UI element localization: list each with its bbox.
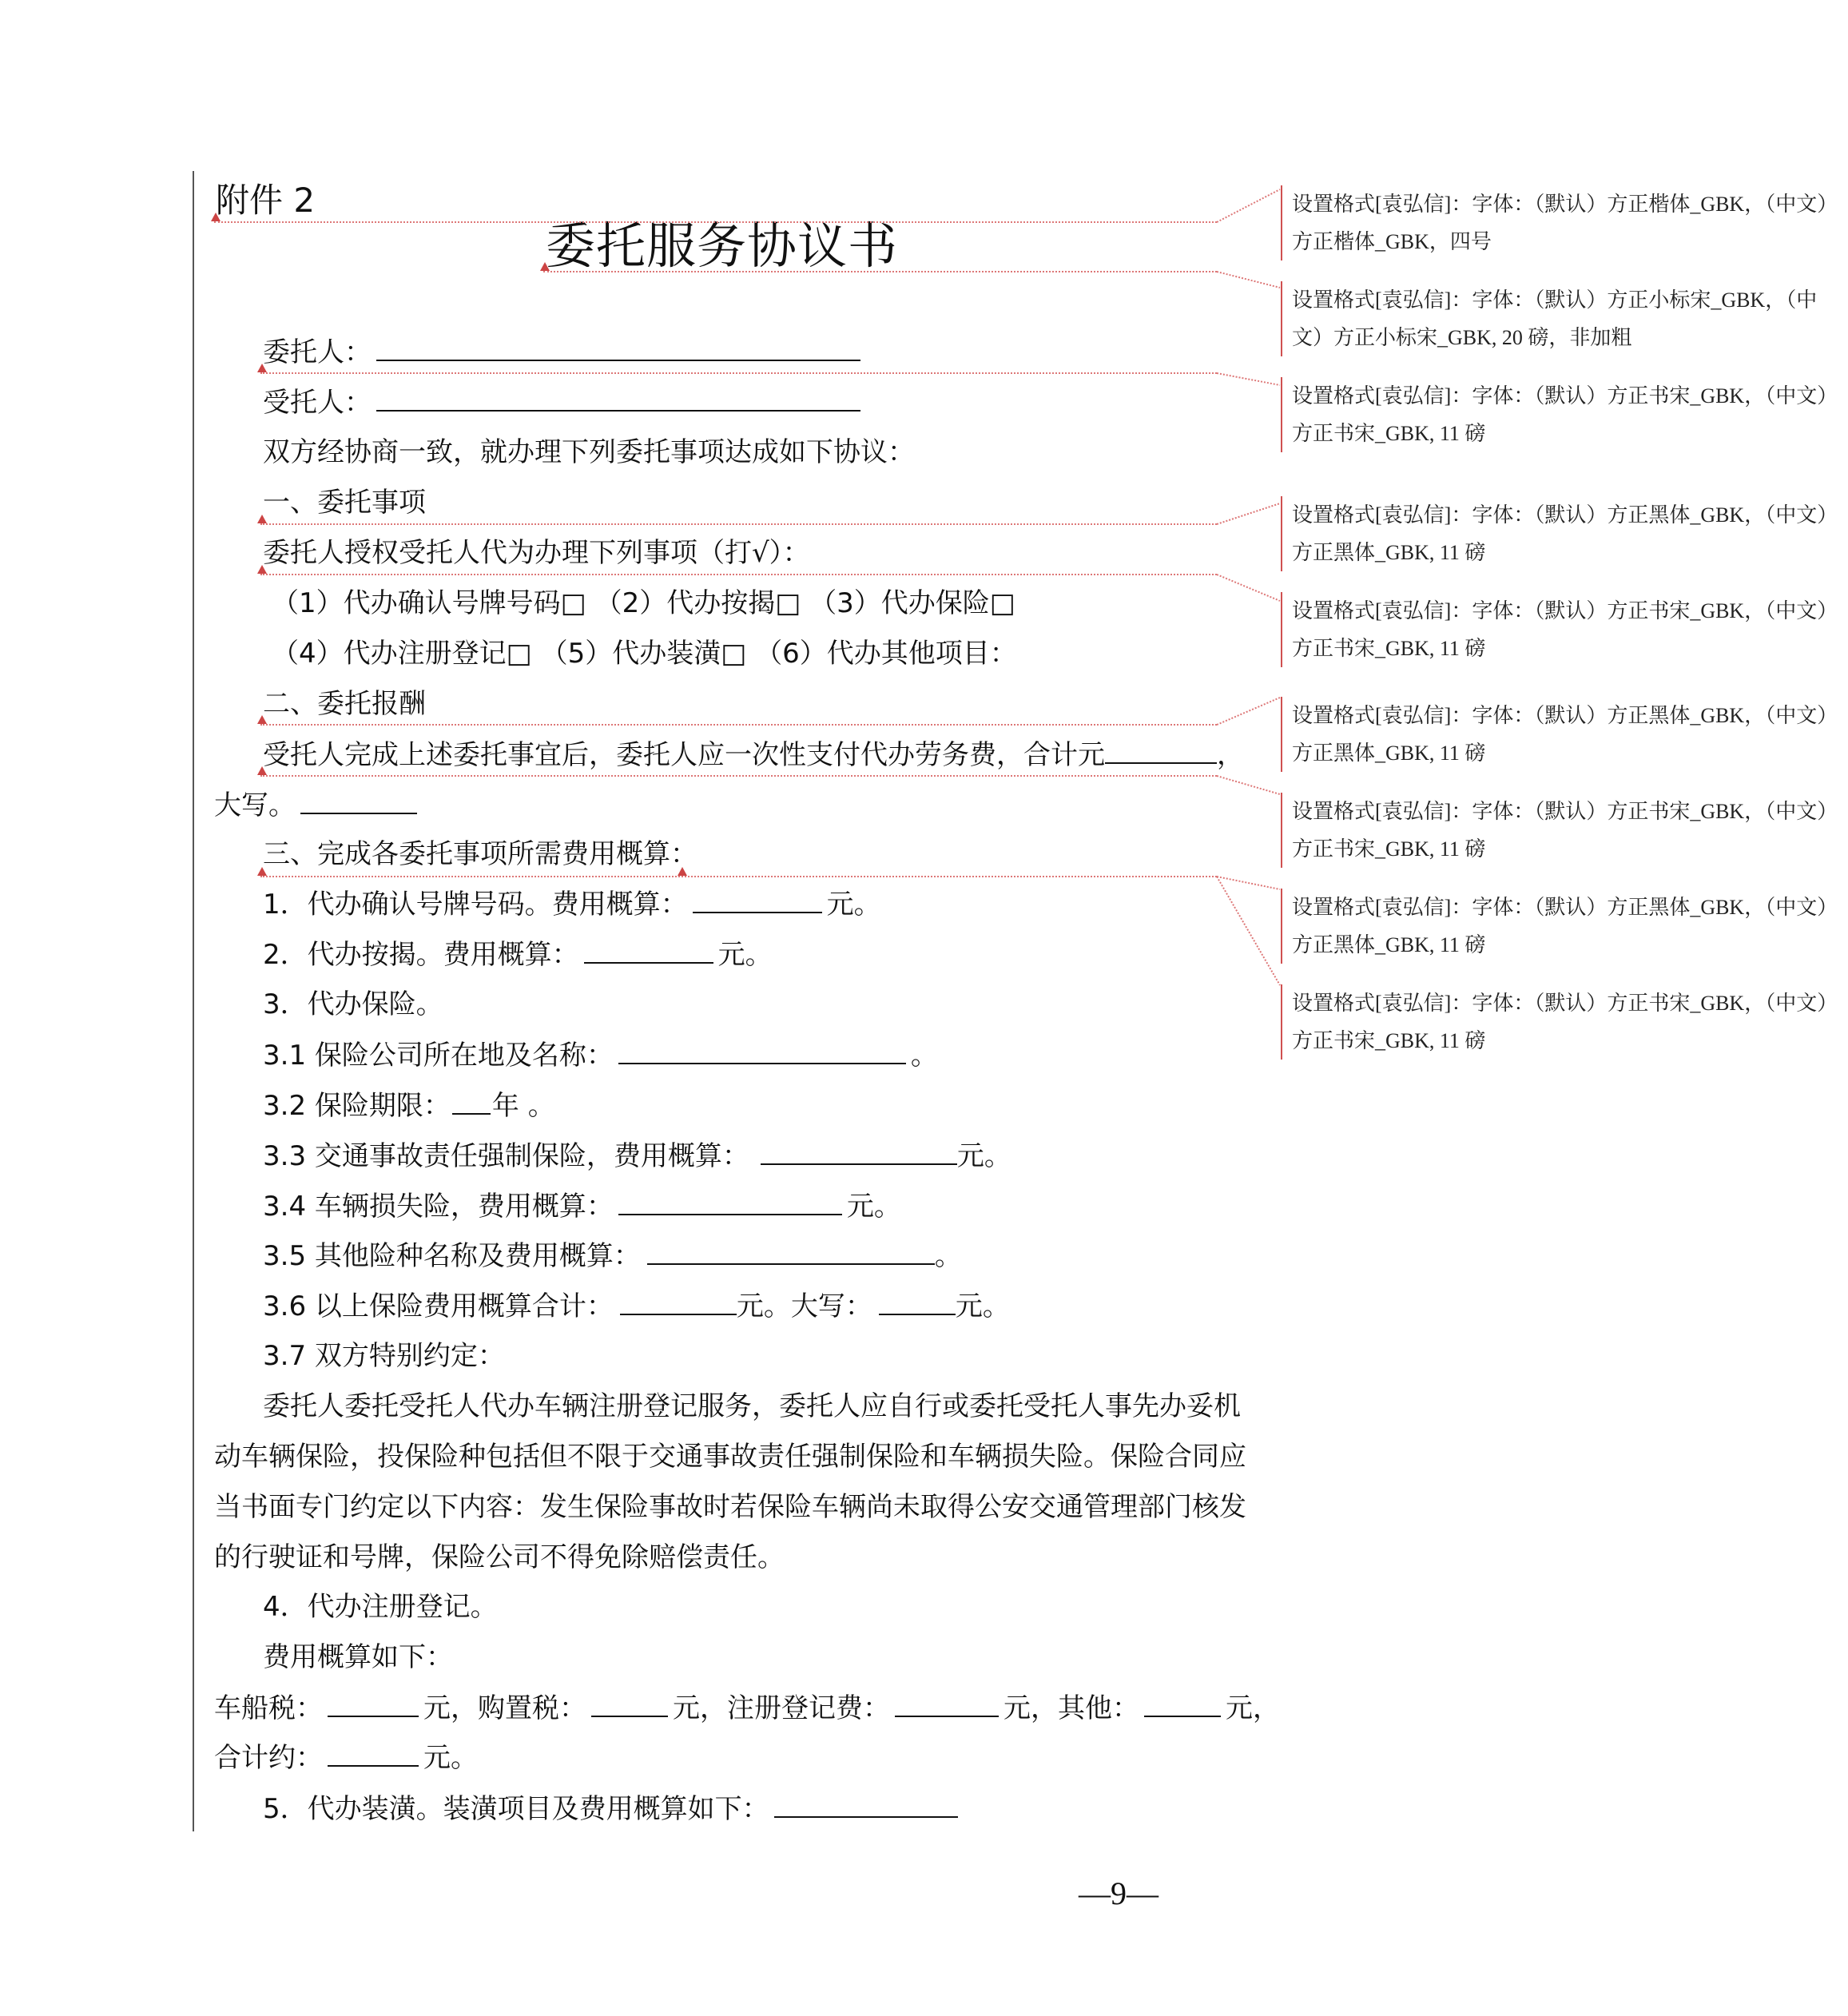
connector-2 [1217, 272, 1280, 288]
item3-6 [263, 1290, 1010, 1322]
comment-text: 设置格式[袁弘信]：字体：（默认）方正黑体_GBK，（中文） [1292, 704, 1838, 727]
intro-text: 双方经协商一致，就办理下列委托事项达成如下协议： [263, 436, 915, 468]
item3-6-unit: 元。大写： [736, 1290, 872, 1322]
comment-balloon[interactable] [1281, 793, 1848, 868]
comment-balloon[interactable] [1281, 592, 1848, 667]
item3-2-input[interactable] [452, 1089, 491, 1115]
item4-sub: 费用概算如下： [263, 1641, 453, 1673]
principal-field [263, 336, 865, 368]
comment-text: 设置格式[袁弘信]：字体：（默认）方正小标宋_GBK，（中 [1292, 288, 1818, 312]
item3-2-label: 3.2 保险期限： [263, 1090, 451, 1122]
special-para-line-4: 的行驶证和号牌，保险公司不得免除赔偿责任。 [214, 1541, 785, 1573]
connector-4 [1217, 503, 1280, 524]
revision-marker [678, 867, 687, 876]
item3-5-input[interactable] [647, 1239, 935, 1265]
total-label: 合计约： [214, 1742, 323, 1774]
option-5[interactable]: （5）代办装潢□ [540, 638, 747, 670]
revision-marker [257, 565, 267, 574]
item3-4-input[interactable] [618, 1190, 842, 1215]
item2-input[interactable] [584, 938, 713, 964]
revision-line-7 [260, 775, 1217, 777]
attachment-label: 附件 2 [216, 181, 316, 220]
principal-label: 委托人： [263, 336, 372, 368]
item3-4-label: 3.4 车辆损失险，费用概算： [263, 1191, 614, 1223]
comment-text: 方正黑体_GBK, 11 磅 [1292, 541, 1486, 564]
comment-text: 方正黑体_GBK, 11 磅 [1292, 933, 1486, 956]
item2-unit: 元。 [717, 939, 773, 971]
revision-marker [257, 364, 267, 372]
item3-7: 3.7 双方特别约定： [263, 1340, 505, 1372]
other-fee-unit: 元， [1226, 1692, 1280, 1724]
section2-heading: 二、委托报酬 [263, 688, 426, 720]
item3-1-end: 。 [910, 1040, 938, 1072]
comment-text: 方正书宋_GBK, 11 磅 [1292, 422, 1486, 445]
item3-2 [263, 1089, 555, 1121]
capital-label: 大写。 [214, 789, 296, 821]
comment-text: 设置格式[袁弘信]：字体：（默认）方正书宋_GBK，（中文） [1292, 992, 1838, 1015]
other-fee-input[interactable] [1144, 1692, 1221, 1717]
connector-6 [1217, 698, 1280, 725]
item3-5 [263, 1239, 962, 1271]
item3: 3．代办保险。 [263, 988, 443, 1020]
connector-5 [1217, 575, 1280, 601]
section3-heading: 三、完成各委托事项所需费用概算： [263, 838, 697, 870]
special-para-line-3: 当书面专门约定以下内容：发生保险事故时若保险车辆尚未取得公安交通管理部门核发 [214, 1491, 1246, 1523]
option-2[interactable]: （2）代办按揭□ [594, 587, 801, 619]
comment-balloon[interactable] [1281, 185, 1848, 260]
item3-5-end: 。 [934, 1240, 962, 1272]
total-row [214, 1741, 478, 1773]
option-6[interactable]: （6）代办其他项目： [755, 638, 1017, 670]
revision-marker [257, 715, 267, 724]
comment-text: 设置格式[袁弘信]：字体：（默认）方正书宋_GBK，（中文） [1292, 800, 1838, 823]
item4: 4．代办注册登记。 [263, 1591, 498, 1623]
registration-fee-label: 元，注册登记费： [673, 1692, 890, 1724]
item3-3-label: 3.3 交通事故责任强制保险，费用概算： [263, 1140, 749, 1172]
item3-3-unit: 元。 [956, 1140, 1011, 1172]
purchase-tax-label: 元，购置税： [423, 1692, 586, 1724]
item3-3-input[interactable] [761, 1139, 957, 1165]
item3-4-unit: 元。 [846, 1191, 901, 1223]
fee-input[interactable] [1105, 738, 1217, 764]
comment-text: 设置格式[袁弘信]：字体：（默认）方正楷体_GBK，（中文） [1292, 193, 1838, 216]
comment-balloon[interactable] [1281, 889, 1848, 964]
vehicle-tax-input[interactable] [328, 1692, 419, 1717]
item3-2-unit: 年 。 [491, 1090, 555, 1122]
item1-unit: 元。 [826, 889, 881, 921]
revision-line-6 [260, 724, 1217, 726]
comment-balloon[interactable] [1281, 496, 1848, 571]
revision-line-4 [260, 523, 1217, 525]
comment-text: 方正书宋_GBK, 11 磅 [1292, 637, 1486, 660]
item3-6-capital-input[interactable] [879, 1290, 956, 1315]
principal-input[interactable] [376, 336, 860, 361]
fees-row [214, 1692, 1280, 1724]
item5-input[interactable] [774, 1792, 958, 1818]
comment-text: 方正书宋_GBK, 11 磅 [1292, 837, 1486, 861]
item3-1-label: 3.1 保险公司所在地及名称： [263, 1040, 614, 1072]
item1 [263, 888, 881, 920]
item3-6-label: 3.6 以上保险费用概算合计： [263, 1290, 614, 1322]
option-3[interactable]: （3）代办保险□ [809, 587, 1015, 619]
section2-text [263, 738, 1244, 770]
vehicle-tax-label: 车船税： [214, 1692, 323, 1724]
special-para-line-2: 动车辆保险，投保险种包括但不限于交通事故责任强制保险和车辆损失险。保险合同应 [214, 1441, 1246, 1473]
purchase-tax-input[interactable] [591, 1692, 668, 1717]
revision-marker [257, 515, 267, 523]
comment-text: 设置格式[袁弘信]：字体：（默认）方正黑体_GBK，（中文） [1292, 896, 1838, 919]
agent-label: 受托人： [263, 387, 372, 419]
comment-text: 设置格式[袁弘信]：字体：（默认）方正书宋_GBK，（中文） [1292, 599, 1838, 622]
comment-text: 方正黑体_GBK, 11 磅 [1292, 742, 1486, 765]
registration-fee-input[interactable] [895, 1692, 999, 1717]
document-title: 委托服务协议书 [546, 217, 899, 275]
revision-marker [211, 213, 221, 221]
comment-text: 方正楷体_GBK，四号 [1292, 230, 1492, 253]
connector-9 [1217, 877, 1280, 985]
revision-marker [257, 867, 267, 876]
connector-7 [1217, 776, 1280, 794]
item3-1 [263, 1039, 938, 1071]
options-row-2 [272, 638, 1017, 670]
other-fee-label: 元，其他： [1003, 1692, 1139, 1724]
revision-line-3 [260, 372, 1217, 374]
item2 [263, 938, 773, 970]
item3-6-unit2: 元。 [955, 1290, 1010, 1322]
item5 [263, 1792, 963, 1824]
option-1[interactable]: （1）代办确认号牌号码□ [272, 587, 586, 619]
agent-field [263, 386, 865, 418]
item1-input[interactable] [693, 888, 822, 913]
connector-8 [1217, 877, 1280, 889]
comment-balloon[interactable] [1281, 984, 1848, 1060]
option-4[interactable]: （4）代办注册登记□ [272, 638, 532, 670]
item3-5-label: 3.5 其他险种名称及费用概算： [263, 1240, 641, 1272]
comment-text: 设置格式[袁弘信]：字体：（默认）方正黑体_GBK，（中文） [1292, 503, 1838, 527]
revision-line-1 [214, 221, 1217, 223]
revision-line-2 [543, 271, 1217, 272]
comment-balloon[interactable] [1281, 377, 1848, 452]
fee-text-end: ， [1217, 739, 1244, 771]
item3-6-input[interactable] [620, 1290, 737, 1315]
revision-line-5 [260, 574, 1217, 575]
item5-label: 5．代办装潢。装潢项目及费用概算如下： [263, 1793, 769, 1825]
agent-input[interactable] [376, 386, 860, 412]
capital-amount [214, 789, 422, 821]
section1-heading: 一、委托事项 [263, 487, 426, 519]
comment-text: 文）方正小标宋_GBK, 20 磅，非加粗 [1292, 326, 1632, 349]
special-para-line-1: 委托人委托受托人代办车辆注册登记服务，委托人应自行或委托受托人事先办妥机 [263, 1390, 1241, 1422]
revision-line-8 [260, 876, 1217, 877]
fee-text: 受托人完成上述委托事宜后，委托人应一次性支付代办劳务费，合计元 [263, 739, 1105, 771]
total-unit: 元。 [423, 1742, 478, 1774]
item3-4 [263, 1190, 901, 1222]
item2-label: 2．代办按揭。费用概算： [263, 939, 579, 971]
comment-balloon[interactable] [1281, 281, 1848, 356]
comment-text: 方正书宋_GBK, 11 磅 [1292, 1029, 1486, 1052]
connector-3 [1217, 373, 1280, 385]
total-input[interactable] [328, 1741, 419, 1767]
item1-label: 1．代办确认号牌号码。费用概算： [263, 889, 688, 921]
page-number: —9— [1079, 1875, 1158, 1911]
options-row-1 [272, 587, 1015, 619]
item3-1-input[interactable] [618, 1039, 906, 1064]
connector-1 [1217, 189, 1280, 222]
comment-balloon[interactable] [1281, 697, 1848, 772]
revision-marker [257, 766, 267, 775]
revision-marker [540, 262, 550, 271]
capital-input[interactable] [300, 789, 417, 814]
comment-text: 设置格式[袁弘信]：字体：（默认）方正书宋_GBK，（中文） [1292, 384, 1838, 408]
change-bar [193, 171, 194, 1831]
section1-instruction: 委托人授权受托人代为办理下列事项（打√）： [263, 537, 810, 569]
item3-3 [263, 1139, 1011, 1171]
